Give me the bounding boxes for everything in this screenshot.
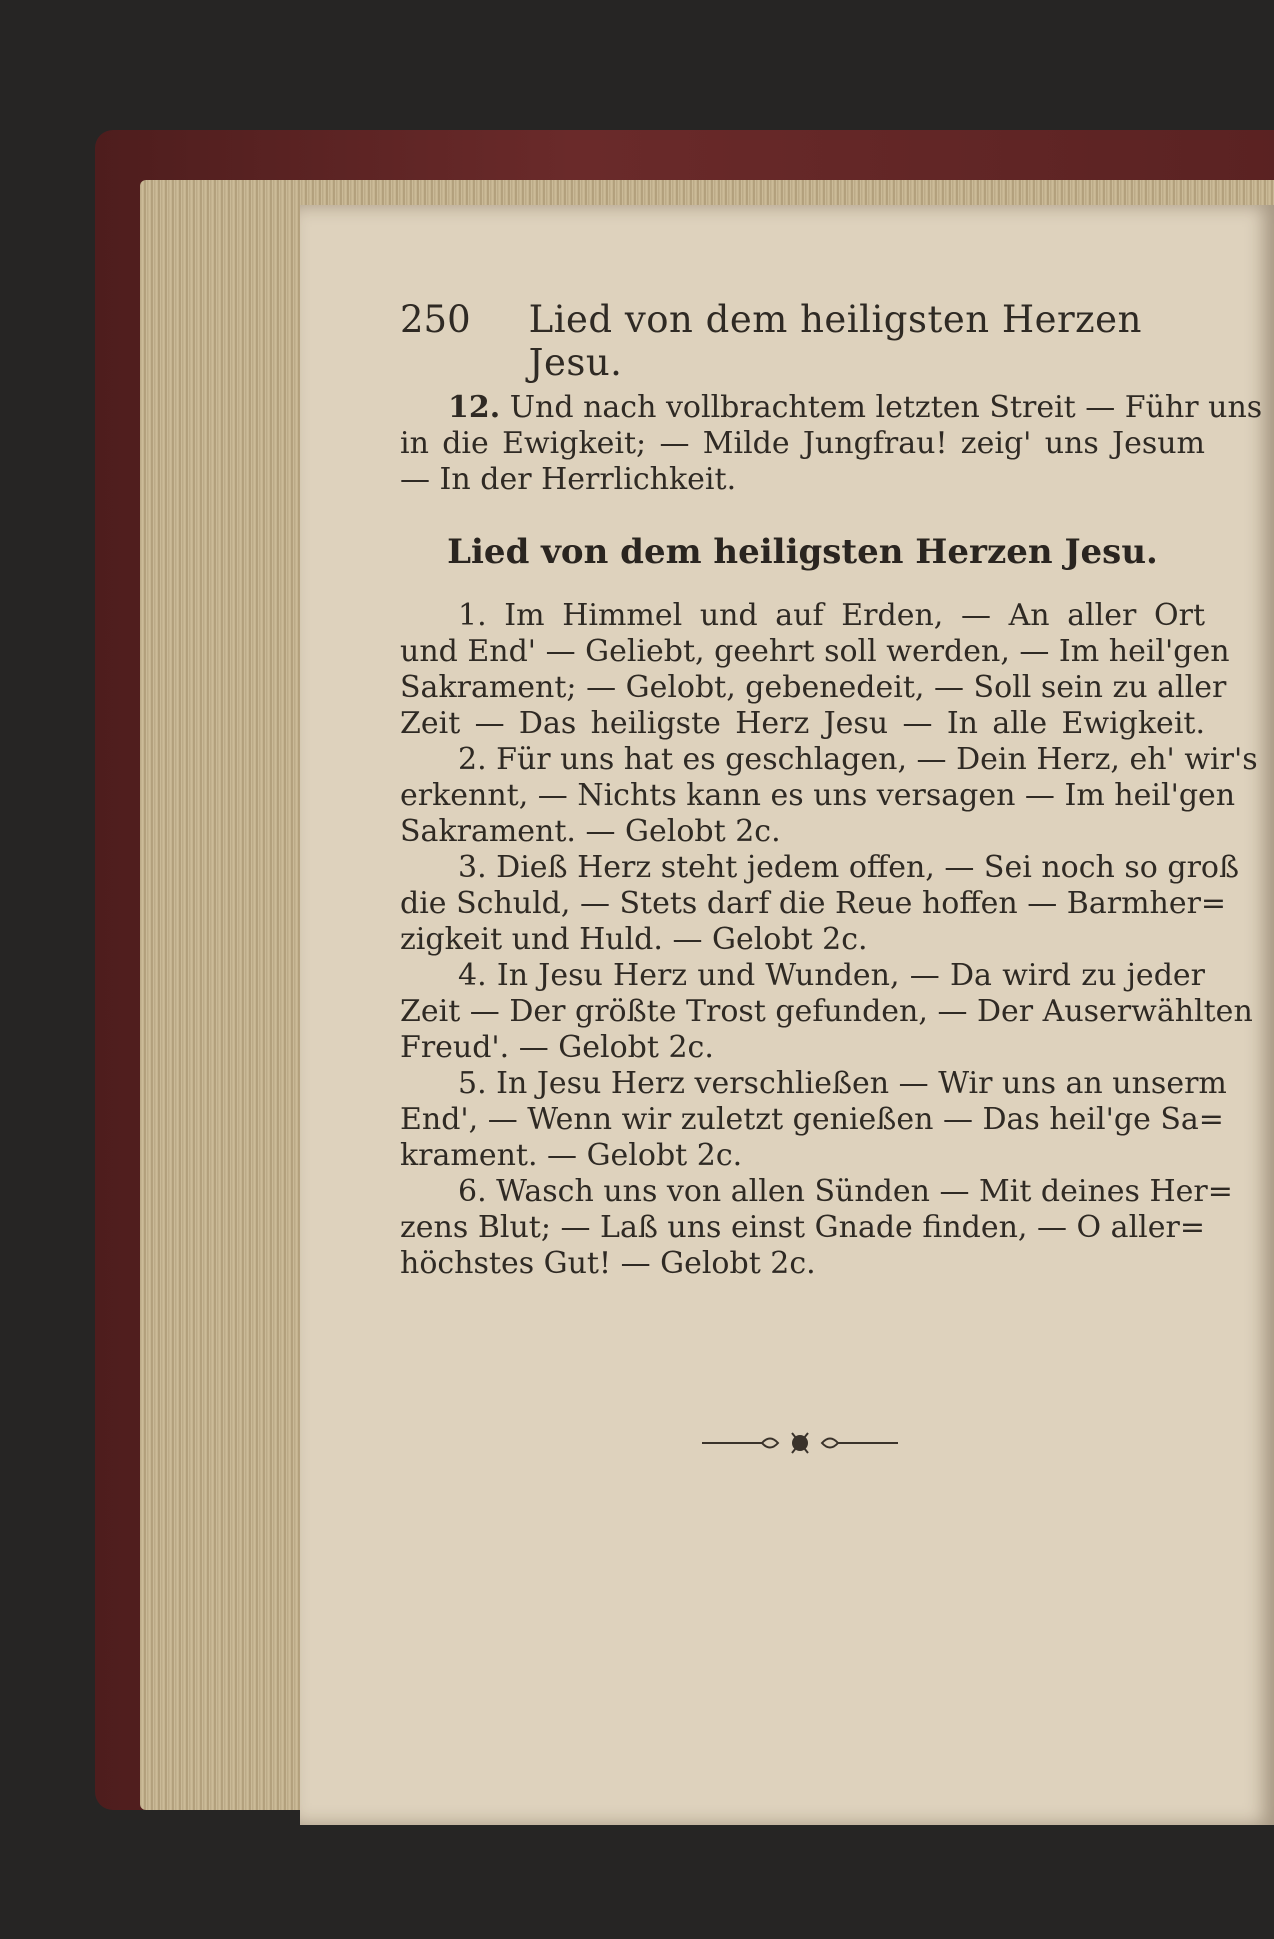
verse-12-number: 12. (448, 390, 501, 425)
body-line: krament. — Gelobt 2c. (400, 1138, 743, 1173)
body-line: erkennt, — Nichts kann es uns versagen — Im heil'gen (400, 778, 1236, 813)
body-line: Freud'. — Gelobt 2c. (400, 1030, 714, 1065)
verse-12-line-2: in die Ewigkeit; — Milde Jungfrau! zeig' uns Jesum (400, 426, 1205, 461)
body-line: zens Blut; — Laß uns einst Gnade finden, — O aller= (400, 1210, 1205, 1245)
running-title: Lied von dem heiligsten Herzen Jesu. (528, 298, 1142, 384)
body-line: Sakrament; — Gelobt, gebenedeit, — Soll sein zu aller (400, 670, 1227, 705)
body-line: 2. Für uns hat es geschlagen, — Dein Herz, eh' wir's (458, 742, 1258, 777)
body-line: 6. Wasch uns von allen Sünden — Mit deines Her= (458, 1174, 1233, 1209)
page-number: 250 (400, 298, 471, 341)
body-line: Zeit — Das heiligste Herz Jesu — In alle Ewigkeit. (400, 706, 1205, 741)
body-line: 1. Im Himmel und auf Erden, — An aller Ort (458, 598, 1205, 633)
ornament-divider (700, 1428, 900, 1458)
body-line: End', — Wenn wir zuletzt genießen — Das heil'ge Sa= (400, 1102, 1224, 1137)
verse-12-line-3: — In der Herrlichkeit. (400, 462, 737, 497)
body-line: Sakrament. — Gelobt 2c. (400, 814, 781, 849)
body-line: 5. In Jesu Herz verschließen — Wir uns an unserm (458, 1066, 1227, 1101)
body-line: 4. In Jesu Herz und Wunden, — Da wird zu jeder (458, 958, 1205, 993)
song-title: Lied von dem heiligsten Herzen Jesu. (447, 532, 1158, 572)
body-line: die Schuld, — Stets darf die Reue hoffen — Barmher= (400, 886, 1227, 921)
body-line: höchstes Gut! — Gelobt 2c. (400, 1246, 816, 1281)
verse-12-line-1: 12. Und nach vollbrachtem letzten Streit — Führ uns (448, 390, 1263, 425)
body-line: zigkeit und Huld. — Gelobt 2c. (400, 922, 868, 957)
body-line: Zeit — Der größte Trost gefunden, — Der Auserwählten (400, 994, 1253, 1029)
body-line: 3. Dieß Herz steht jedem offen, — Sei noch so groß (458, 850, 1240, 885)
page-header (400, 298, 1205, 384)
body-line: und End' — Geliebt, geehrt soll werden, — Im heil'gen (400, 634, 1230, 669)
